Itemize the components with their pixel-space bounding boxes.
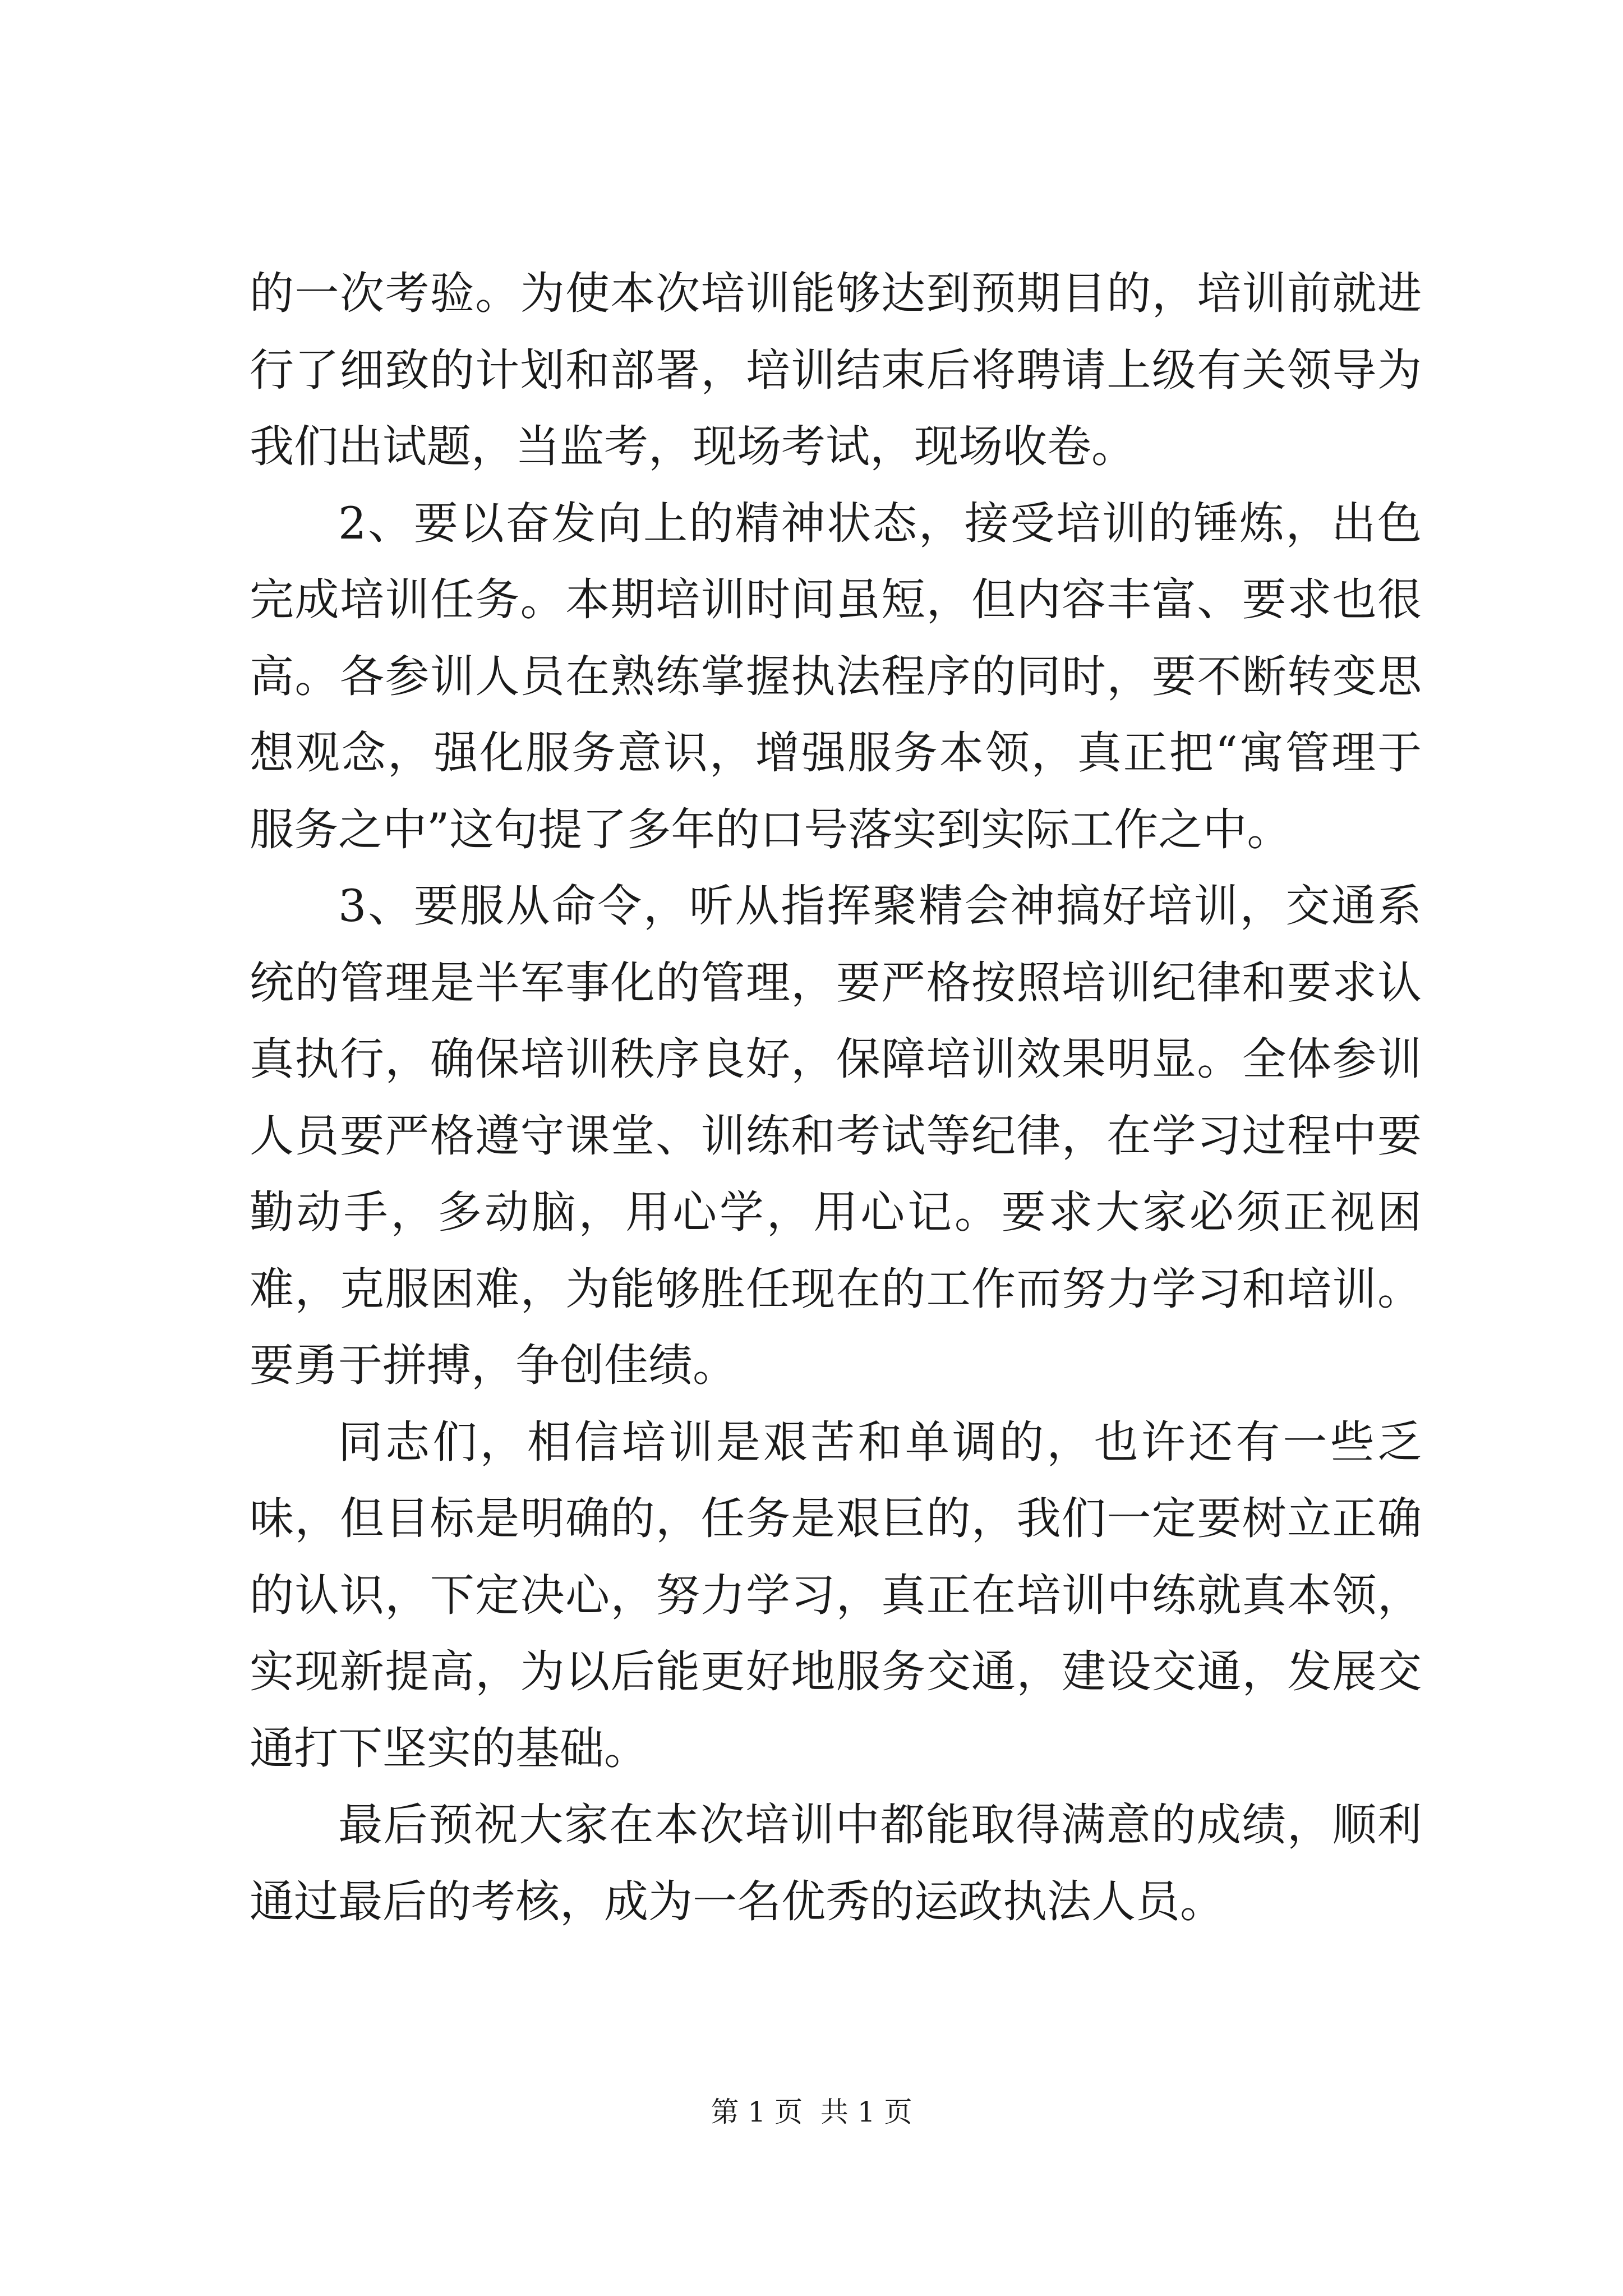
- page-number: 第 1 页 共 1 页: [711, 2096, 912, 2128]
- paragraph-1: 的一次考验。为使本次培训能够达到预期目的，培训前就进行了细致的计划和部署，培训结束后将聘请上级有关领导为我们出试题，当监考，现场考试，现场收卷。: [250, 268, 1422, 472]
- paragraph-4: 同志们，相信培训是艰苦和单调的，也许还有一些乏味，但目标是明确的，任务是艰巨的，我们一定要树立正确的认识，下定决心，努力学习，真正在培训中练就真本领，实现新提高，为以后能更好地服务交通，建设交通，发展交通打下坚实的基础。: [250, 1416, 1422, 1774]
- document-body: [250, 255, 1422, 1940]
- paragraph-5: 最后预祝大家在本次培训中都能取得满意的成绩，顺利通过最后的考核，成为一名优秀的运政执法人员。: [250, 1799, 1422, 1927]
- paragraph-2: 2、要以奋发向上的精神状态，接受培训的锤炼，出色完成培训任务。本期培训时间虽短，但内容丰富、要求也很高。各参训人员在熟练掌握执法程序的同时，要不断转变思想观念，强化服务意识，增强服务本领，真正把“寓管理于服务之中”这句提了多年的口号落实到实际工作之中。: [250, 497, 1422, 855]
- page-footer: [0, 2092, 1623, 2132]
- paragraph-3: 3、要服从命令，听从指挥聚精会神搞好培训，交通系统的管理是半军事化的管理，要严格按照培训纪律和要求认真执行，确保培训秩序良好，保障培训效果明显。全体参训人员要严格遵守课堂、训练和考试等纪律，在学习过程中要勤动手，多动脑，用心学，用心记。要求大家必须正视困难，克服困难，为能够胜任现在的工作而努力学习和培训。要勇于拼搏，争创佳绩。: [250, 880, 1422, 1391]
